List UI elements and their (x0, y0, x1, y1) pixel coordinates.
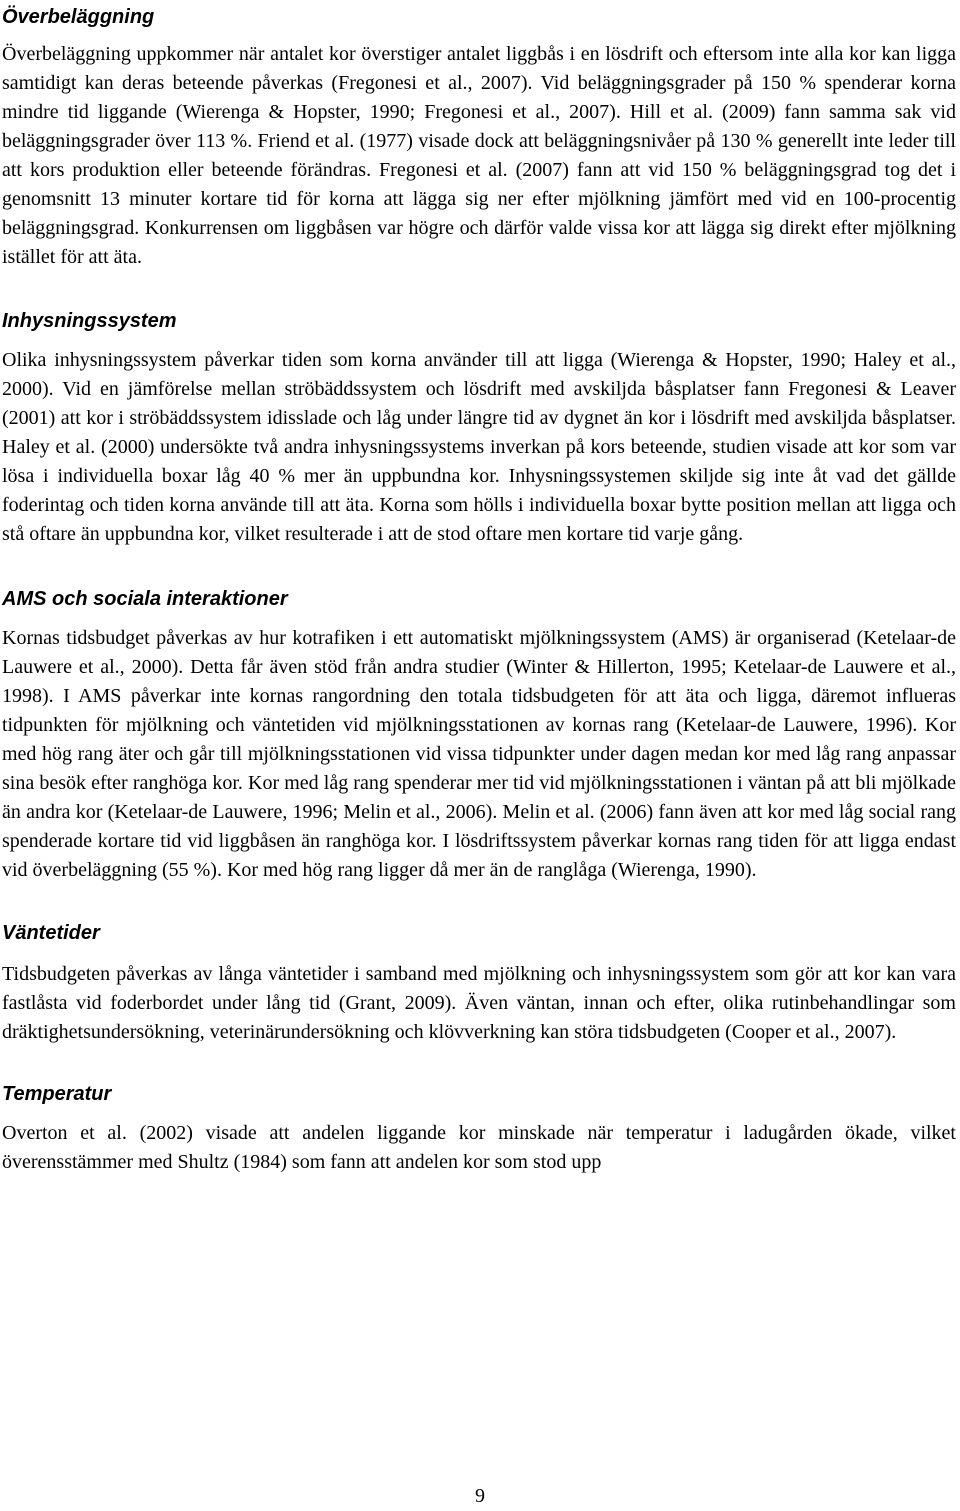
section-paragraph-inhysningssystem: Olika inhysningssystem påverkar tiden som korna använder till att ligga (Wierenga & Hopster, 1990; Haley et al., 2000). Vid en jämförelse mellan ströbäddssystem och lösdrift med avskiljda båsplatser fann Fregonesi & Leaver (2001) att kor i ströbäddssystem idisslade och låg under längre tid av dygnet än kor i lösdrift med avskiljda båsplatser. Haley et al. (2000) undersökte två andra inhysningssystems inverkan på kors beteende, studien visade att kor som var lösa i individuella boxar låg 40 % mer än uppbundna kor. Inhysningssystemen skiljde sig inte åt vad det gällde foderintag och tiden korna använde till att äta. Korna som hölls i individuella boxar bytte position mellan att ligga och stå oftare än uppbundna kor, vilket resulterade i att de stod oftare men kortare tid varje gång. (2, 349, 956, 545)
section-paragraph-temperatur: Overton et al. (2002) visade att andelen liggande kor minskade när temperatur i ladugården ökade, vilket överensstämmer med Shultz (1984) som fann att andelen kor som stod upp (2, 1122, 956, 1173)
section-heading-temperatur: Temperatur (2, 1083, 112, 1105)
section-heading-inhysningssystem: Inhysningssystem (2, 310, 177, 332)
page-number: 9 (475, 1485, 485, 1507)
section-heading-overbelaggning: Överbeläggning (2, 6, 155, 28)
section-heading-ams: AMS och sociala interaktioner (2, 588, 288, 610)
section-heading-vantetider: Väntetider (2, 922, 100, 944)
section-paragraph-overbelaggning: Överbeläggning uppkommer när antalet kor överstiger antalet liggbås i en lösdrift och eftersom inte alla kor kan ligga samtidigt kan deras beteende påverkas (Fregonesi et al., 2007). Vid beläggningsgrader på 150 % spenderar korna mindre tid liggande (Wierenga & Hopster, 1990; Fregonesi et al., 2007). Hill et al. (2009) fann samma sak vid beläggningsgrader över 113 %. Friend et al. (1977) visade dock att beläggningsnivåer på 130 % generellt inte leder till att kors produktion eller beteende förändras. Fregonesi et al. (2007) fann att vid 150 % beläggningsgrad tog det i genomsnitt 13 minuter kortare tid för korna att lägga sig ner efter mjölkning jämfört med vid en 100-procentig beläggningsgrad. Konkurrensen om liggbåsen var högre och därför valde vissa kor att lägga sig direkt efter mjölkning istället för att äta. (2, 43, 956, 268)
section-paragraph-vantetider: Tidsbudgeten påverkas av långa väntetider i samband med mjölkning och inhysningssystem som gör att kor kan vara fastlåsta vid foderbordet under lång tid (Grant, 2009). Även väntan, innan och efter, olika rutinbehandlingar som dräktighetsundersökning, veterinärundersökning och klövverkning kan störa tidsbudgeten (Cooper et al., 2007). (2, 963, 956, 1043)
section-paragraph-ams: Kornas tidsbudget påverkas av hur kotrafiken i ett automatiskt mjölkningssystem (AMS) är organiserad (Ketelaar-de Lauwere et al., 2000). Detta får även stöd från andra studier (Winter & Hillerton, 1995; Ketelaar-de Lauwere et al., 1998). I AMS påverkar inte kornas rangordning den totala tidsbudgeten för att äta och ligga, däremot influeras tidpunkten för mjölkning och väntetiden vid mjölkningsstationen av kornas rang (Ketelaar-de Lauwere, 1996). Kor med hög rang äter och går till mjölkningsstationen vid vissa tidpunkter under dagen medan kor med låg rang anpassar sina besök efter ranghöga kor. Kor med låg rang spenderar mer tid vid mjölkningsstationen i väntan på att bli mjölkade än andra kor (Ketelaar-de Lauwere, 1996; Melin et al., 2006). Melin et al. (2006) fann även att kor med låg social rang spenderade kortare tid vid liggbåsen än ranghöga kor. I lösdriftssystem påverkar kornas rang tiden för att ligga endast vid överbeläggning (55 %). Kor med hög rang ligger då mer än de ranglåga (Wierenga, 1990). (2, 627, 956, 881)
document-body (2, 0, 956, 1177)
